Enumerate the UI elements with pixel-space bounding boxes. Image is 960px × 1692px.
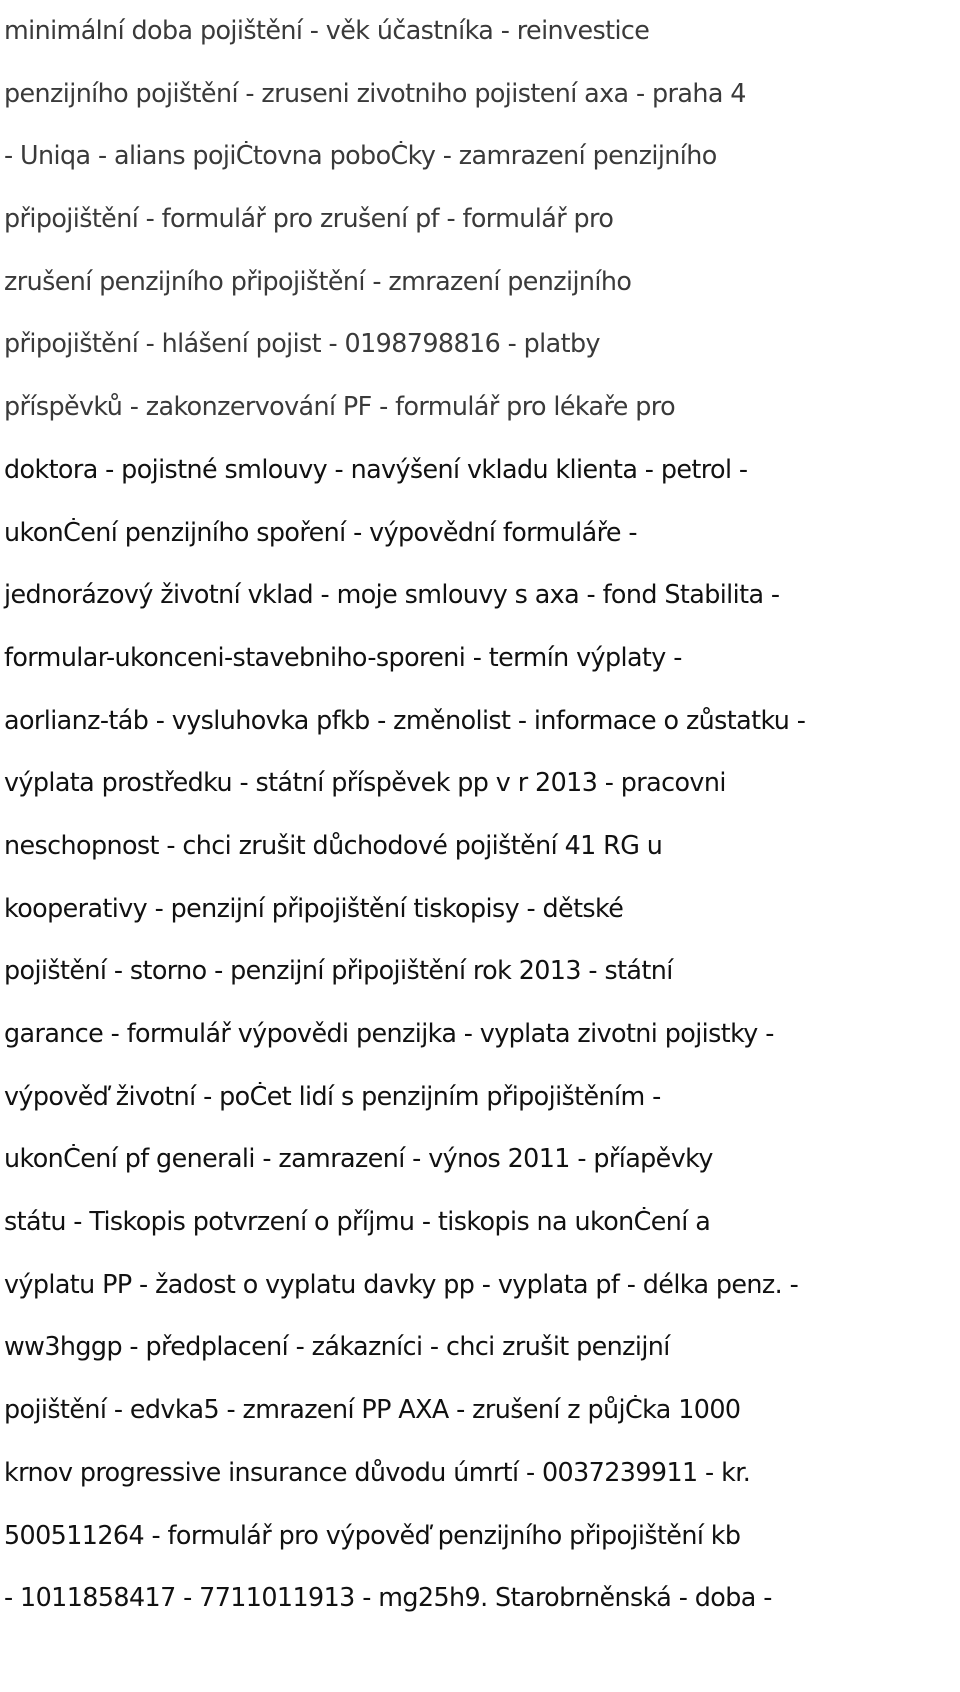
text-line-26: - 1011858417 - 7711011913 - mg25h9. Starobrněnská - doba - xyxy=(4,1583,772,1614)
text-line-5: zrušení penzijního připojištění - zmrazení penzijního xyxy=(4,266,632,297)
text-line-16: pojištění - storno - penzijní připojištění rok 2013 - státní xyxy=(4,956,673,987)
text-line-15: kooperativy - penzijní připojištění tiskopisy - dětské xyxy=(4,893,624,924)
text-line-9: ukonĊení penzijního spoření - výpovědní formuláře - xyxy=(4,517,637,548)
text-line-7: příspěvků - zakonzervování PF - formulář pro lékaře pro xyxy=(4,392,676,423)
text-line-11: formular-ukonceni-stavebniho-sporeni - termín výplaty - xyxy=(4,642,682,673)
text-line-3: - Uniqa - alians pojiĊtovna poboĊky - zamrazení penzijního xyxy=(4,141,717,172)
text-line-19: ukonĊení pf generali - zamrazení - výnos 2011 - příapěvky xyxy=(4,1144,713,1175)
text-line-24: krnov progressive insurance důvodu úmrtí - 0037239911 - kr. xyxy=(4,1457,751,1488)
text-line-18: výpověď životní - poĊet lidí s penzijním připojištěním - xyxy=(4,1081,661,1112)
text-line-12: aorlianz-táb - vysluhovka pfkb - změnolist - informace o zůstatku - xyxy=(4,705,806,736)
text-line-10: jednorázový životní vklad - moje smlouvy s axa - fond Stabilita - xyxy=(4,580,780,611)
text-line-21: výplatu PP - žadost o vyplatu davky pp - vyplata pf - délka penz. - xyxy=(4,1269,799,1300)
text-line-20: státu - Tiskopis potvrzení o příjmu - tiskopis na ukonĊení a xyxy=(4,1207,711,1238)
text-line-1: minimální doba pojištění - věk účastníka - reinvestice xyxy=(4,16,650,46)
text-line-22: ww3hggp - předplacení - zákazníci - chci zrušit penzijní xyxy=(4,1332,670,1363)
text-line-23: pojištění - edvka5 - zmrazení PP AXA - zrušení z půjĊka 1000 xyxy=(4,1395,741,1426)
text-line-6: připojištění - hlášení pojist - 0198798816 - platby xyxy=(4,329,600,360)
text-line-13: výplata prostředku - státní příspěvek pp v r 2013 - pracovni xyxy=(4,768,726,799)
text-line-4: připojištění - formulář pro zrušení pf - formulář pro xyxy=(4,204,614,235)
text-line-2: penzijního pojištění - zruseni zivotniho pojistení axa - praha 4 xyxy=(4,78,746,109)
text-line-14: neschopnost - chci zrušit důchodové pojištění 41 RG u xyxy=(4,830,663,861)
text-line-17: garance - formulář výpovědi penzijka - vyplata zivotni pojistky - xyxy=(4,1019,774,1049)
text-line-8: doktora - pojistné smlouvy - navýšení vkladu klienta - petrol - xyxy=(4,454,748,485)
text-line-25: 500511264 - formulář pro výpověď penzijního připojištění kb xyxy=(4,1520,741,1551)
